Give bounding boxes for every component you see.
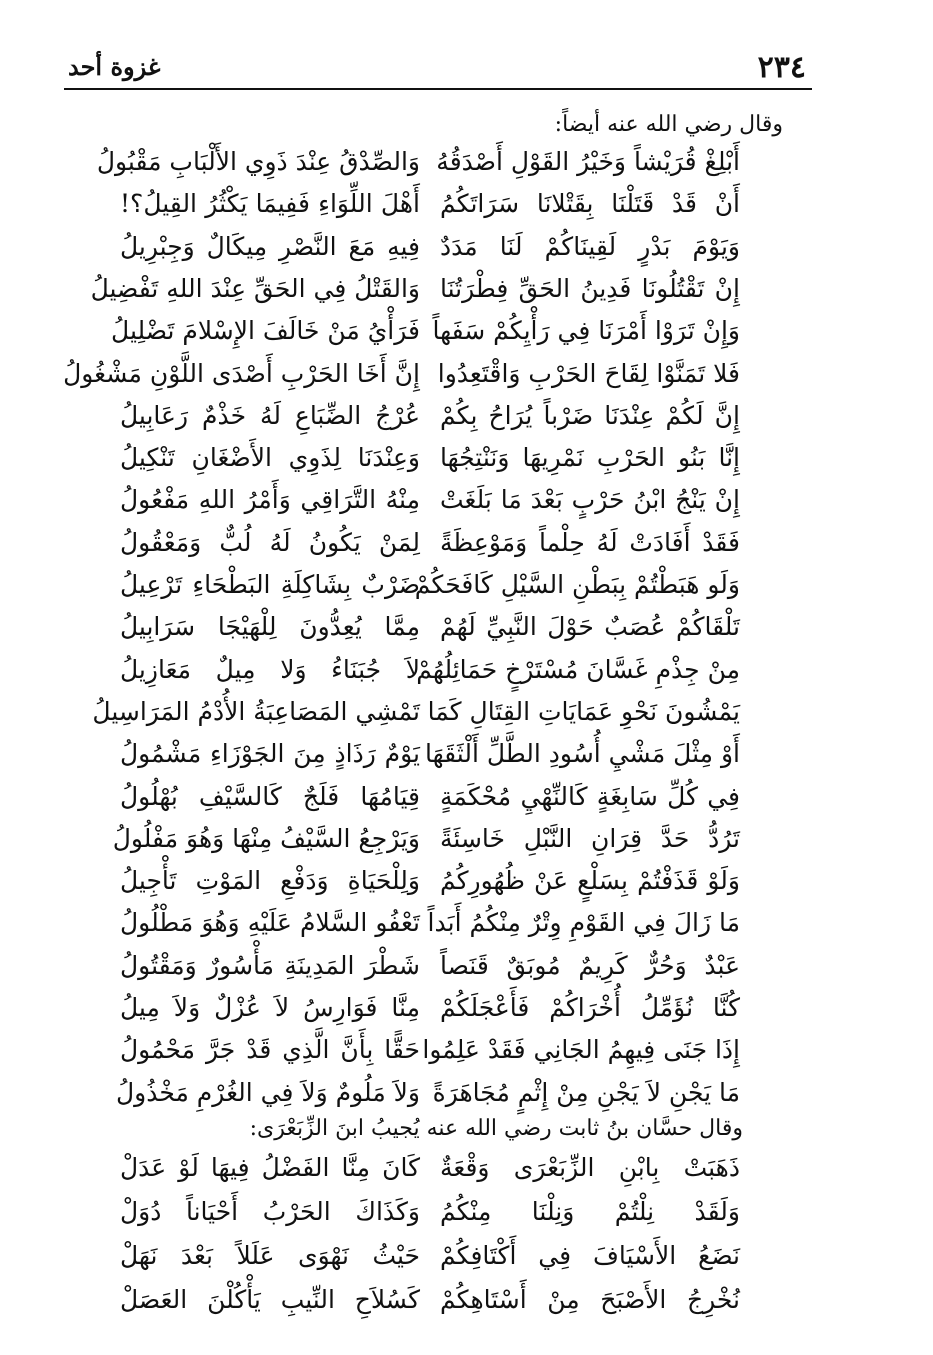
- verse-first-hemistich: مِنْ جِذْمِ غَسَّانَ مُسْتَرْخٍ حَمَائِلُهُمْ: [416, 654, 740, 684]
- verse-row: [96, 140, 740, 184]
- verse-first-hemistich: يَمْشُونَ نَحْوِ عَمَايَاتِ القِتَالِ كَمَا: [427, 696, 740, 726]
- verse-second-hemistich: ضَرْبٌ بِشَاكِلَةِ البَطْحَاءِ تَرْعِيلُ: [120, 570, 420, 599]
- verse-first-hemistich: تَرُدُّ حَدَّ قِرَانِ النَّبْلِ خَاسِئَةً: [440, 823, 740, 853]
- poem2-intro: وقال حسَّان بنُ ثابت رضي الله عنه يُجيبُ ابنَ الزِّبَعْرَى:: [249, 1116, 743, 1141]
- verse-first-hemistich: وَإِنْ تَرَوْا أَمْرَنَا فِي رَأْيِكُمْ سَفَهاً: [432, 316, 740, 346]
- verse-row: [120, 1190, 740, 1234]
- verse-second-hemistich: لاَ جُبَنَاءُ وَلا مِيلٌ مَعَازِيلُ: [120, 654, 420, 684]
- verse-row: [112, 817, 740, 861]
- verse-second-hemistich: وَلِلْحَيَاةِ وَدَفْعِ المَوْتِ تَأْجِيلُ: [120, 866, 420, 896]
- verse-second-hemistich: حَيْثُ نَهْوَى عَلَلاً بَعْدَ نَهَلْ: [120, 1241, 420, 1270]
- verse-first-hemistich: إِذَا جَنَى فِيهِمُ الجَانِي فَقَدْ عَلِمُوا: [422, 1035, 740, 1065]
- verse-row: [120, 775, 740, 819]
- verse-row: [120, 859, 740, 903]
- verse-second-hemistich: أَهْلَ اللِّوَاءِ فَفِيمَا يَكْثُرُ القِيلُ؟!: [120, 189, 420, 219]
- verse-row: [120, 478, 740, 522]
- verse-row: [63, 352, 740, 396]
- verse-first-hemistich: مَا زَالَ فِي القَوْمِ وِتْرٌ مِنْكُمُ أَبَداً: [427, 908, 740, 938]
- page-number: ٢٣٤: [757, 50, 806, 85]
- verse-row: [120, 1234, 740, 1278]
- verse-second-hemistich: وَكَذَاكَ الحَرْبُ أَحْيَاناً دُوَلْ: [120, 1197, 420, 1226]
- poem1-intro: وقال رضي الله عنه أيضاً:: [554, 112, 783, 137]
- verse-first-hemistich: فِي كُلِّ سَابِغَةٍ كَالنِّهْيِ مُحْكَمَةٍ: [440, 781, 740, 811]
- verse-row: [120, 182, 740, 226]
- page-header: [64, 40, 812, 90]
- verse-second-hemistich: مِنْهُ التَّرَاقِي وَأَمْرُ اللهِ مَفْعُولُ: [120, 485, 420, 515]
- verse-second-hemistich: وَالقَتْلُ فِي الحَقِّ عِنْدَ اللهِ تَفْضِيلُ: [90, 273, 420, 303]
- verse-row: [120, 605, 740, 649]
- verse-first-hemistich: وَلَو هَبَطْتُمْ بِبَطْنِ السَّيْلِ كَافَحَكُمْ: [414, 570, 740, 599]
- verse-first-hemistich: عَبْدٌ وَحُرٌّ كَرِيمٌ مُوبَقٌ قَنَصاً: [440, 950, 740, 980]
- verse-second-hemistich: وَلاَ مَلُومٌ وَلاَ فِي الغُرْمِ مَخْذُولُ: [115, 1077, 420, 1107]
- verse-row: [92, 690, 740, 734]
- verse-second-hemistich: فَرَأْيُ مَنْ خَالَفَ الإِسْلامَ تَضْلِيلُ: [111, 316, 420, 346]
- verse-first-hemistich: وَلَقَدْ نِلْتُمْ وَنِلْنَا مِنْكُمُ: [440, 1197, 740, 1226]
- verse-first-hemistich: إِنْ يَنْجُ ابْنُ حَرْبٍ بَعْدَ مَا بَلَغَتْ: [440, 485, 740, 515]
- verse-second-hemistich: كَسُلاَحِ النِّيبِ يَأْكُلْنَ العَصَلْ: [120, 1285, 420, 1314]
- verse-row: [120, 563, 740, 607]
- verse-first-hemistich: وَيَوْمَ بَدْرٍ لَقِينَاكُمْ لَنَا مَدَدٌ: [440, 231, 740, 261]
- verse-first-hemistich: نُخْرِجُ الأَصْبَحَ مِنْ أَسْتَاهِكُمْ: [440, 1285, 740, 1314]
- verse-row: [111, 309, 740, 353]
- verse-second-hemistich: فِيهِ مَعَ النَّصْرِ مِيكَالٌ وَجِبْرِيلُ: [120, 231, 420, 261]
- verse-row: [120, 901, 740, 945]
- verse-second-hemistich: تَمْشِي المَصَاعِبَةُ الأُدْمُ المَرَاسِيلُ: [92, 696, 420, 726]
- verse-row: [120, 944, 740, 988]
- verse-second-hemistich: قِيَامُهَا فَلَجٌ كَالسَّيْفِ بُهْلُولُ: [120, 781, 420, 811]
- verse-first-hemistich: فَقَدْ أَفَادَتْ لَهُ حِلْماً وَمَوْعِظَةً: [440, 527, 740, 557]
- verse-row: [120, 521, 740, 565]
- verse-second-hemistich: وَالصِّدْقُ عِنْدَ ذَوِي الأَلْبَابِ مَقْبُولُ: [96, 147, 420, 176]
- verse-first-hemistich: أَبْلِغْ قُرَيْشاً وَخَيْرُ القَوْلِ أَصْدَقُهُ: [436, 147, 740, 176]
- verse-row: [120, 1028, 740, 1072]
- verse-second-hemistich: عُرْجُ الضِّبَاعِ لَهُ خَذْمٌ رَعَابِيلُ: [120, 400, 420, 430]
- verse-row: [120, 732, 740, 776]
- verse-second-hemistich: لِمَنْ يَكُونُ لَهُ لُبٌّ وَمَعْقُولُ: [120, 527, 420, 557]
- verse-first-hemistich: وَلَوْ قَذَفْتُمْ بِسَلْعٍ عَنْ ظُهُورِكُمُ: [440, 866, 740, 896]
- verse-second-hemistich: وَعِنْدَنَا لِذَوِي الأَضْغَانِ تَنْكِيلُ: [120, 443, 420, 473]
- verse-second-hemistich: حَقًّا بِأَنَّ الَّذِي قَدْ جَرَّ مَحْمُولُ: [120, 1035, 420, 1065]
- verse-row: [120, 436, 740, 480]
- verse-first-hemistich: أَوْ مِثْلَ مَشْيِ أُسُودِ الطَّلِّ أَلْثَقَهَا: [425, 739, 740, 769]
- verse-row: [115, 1071, 740, 1115]
- verse-row: [120, 986, 740, 1030]
- verse-second-hemistich: تَعْفُو السَّلامُ عَلَيْهِ وَهُوَ مَطْلُولُ: [120, 908, 420, 938]
- verse-first-hemistich: كُنَّا نُؤَمِّلُ أُخْرَاكُمْ فَأَعْجَلَكُمْ: [440, 993, 740, 1022]
- verse-first-hemistich: نَضَعُ الأَسْيَافَ فِي أَكْتَافِكُمْ: [440, 1241, 740, 1270]
- verse-first-hemistich: إِنَّا بَنُو الحَرْبِ نَمْرِيهَا وَنَنْتِجُهَا: [440, 443, 740, 473]
- verse-row: [120, 1278, 740, 1322]
- verse-row: [120, 394, 740, 438]
- verse-first-hemistich: إِنْ تَقْتُلُونَا فَدِينُ الحَقِّ فِطْرَتُنَا: [440, 273, 740, 303]
- verse-first-hemistich: إِنَّ لَكُمْ عِنْدَنَا ضَرْباً يُرَاحُ بِكُمْ: [440, 400, 740, 430]
- verse-second-hemistich: مِمَّا يُعِدُّونَ لِلْهَيْجَا سَرَابِيلُ: [120, 612, 420, 642]
- verse-first-hemistich: مَا يَجْنِ لاَ يَجْنِ مِنْ إِثْمٍ مُجَاهَرَةً: [432, 1077, 740, 1107]
- verse-second-hemistich: إِنَّ أَخَا الحَرْبِ أَصْدَى اللَّوْنِ مَشْغُولُ: [63, 358, 420, 388]
- verse-second-hemistich: مِنَّا فَوَارِسُ لاَ عُزْلٌ وَلاَ مِيلُ: [120, 993, 420, 1022]
- verse-second-hemistich: شَطْرَ المَدِينَةِ مَأْسُورٌ وَمَقْتُولُ: [120, 950, 420, 980]
- verse-first-hemistich: فَلا تَمَنَّوْا لِقَاحَ الحَرْبِ وَاقْتَعِدُوا: [437, 358, 740, 388]
- verse-row: [90, 267, 740, 311]
- verse-second-hemistich: وَيَرْجِعُ السَّيْفُ مِنْهَا وَهُوَ مَفْلُولُ: [112, 823, 420, 853]
- verse-first-hemistich: تَلْقَاكُمْ عُصَبٌ حَوْلَ النَّبِيِّ لَهُمْ: [440, 612, 740, 642]
- verse-first-hemistich: أَنْ قَدْ قَتَلْنَا بِقَتْلانَا سَرَاتَكُمُ: [440, 189, 740, 219]
- verse-first-hemistich: ذَهَبَتْ بِابْنِ الزِّبَعْرَى وَقْعَةٌ: [440, 1153, 740, 1182]
- verse-second-hemistich: يَوْمٌ رَذَاذٍ مِنَ الجَوْزَاءِ مَشْمُولُ: [120, 739, 420, 769]
- verse-row: [120, 225, 740, 269]
- running-title: غزوة أحد: [68, 52, 161, 81]
- verse-second-hemistich: كَانَ مِنَّا الفَضْلُ فِيهَا لَوْ عَدَلْ: [120, 1153, 420, 1182]
- verse-row: [120, 648, 740, 692]
- verse-row: [120, 1146, 740, 1190]
